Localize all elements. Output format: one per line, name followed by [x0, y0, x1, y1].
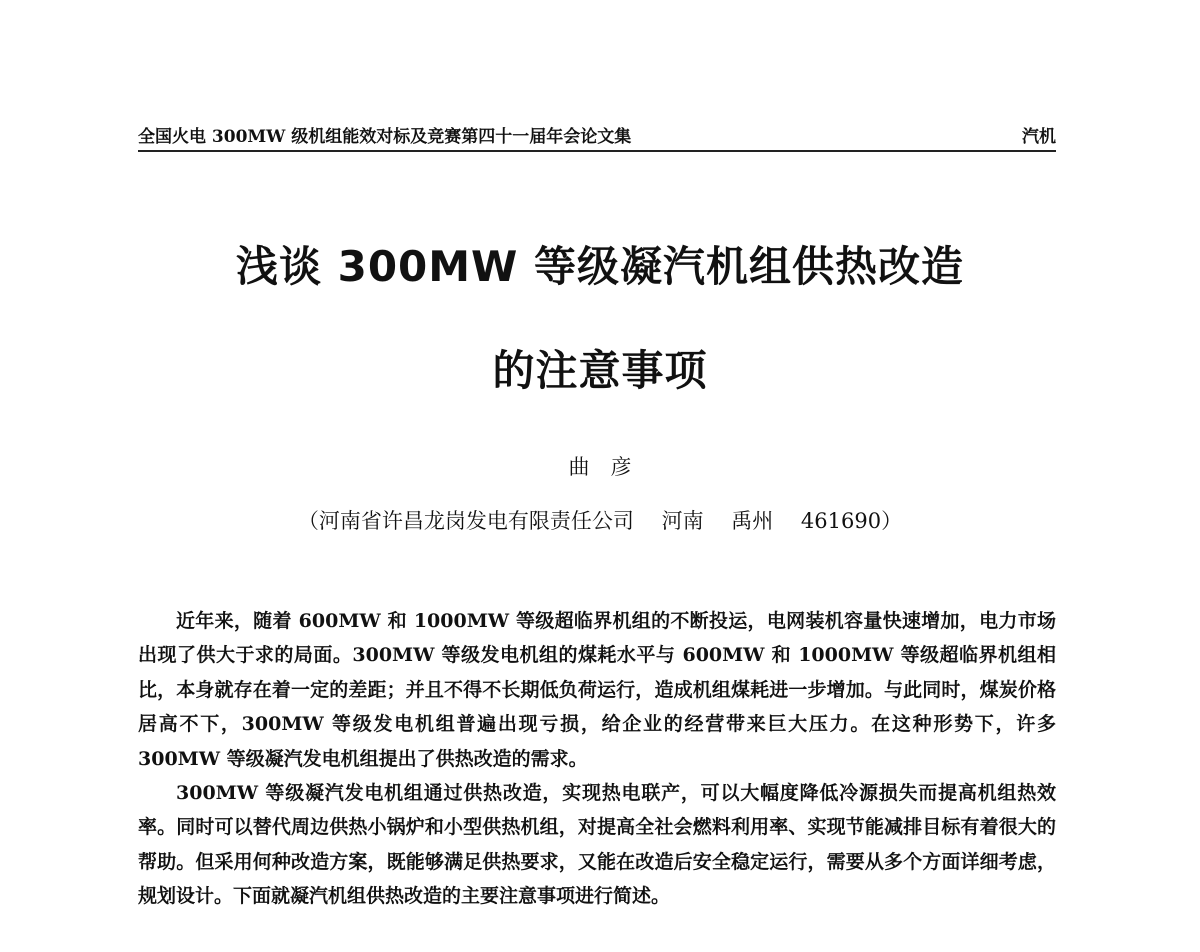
body-paragraph: 300MW 等级凝汽发电机组通过供热改造，实现热电联产，可以大幅度降低冷源损失而提高机组热效率。同时可以替代周边供热小锅炉和小型供热机组，对提高全社会燃料利用率、实现节能减排目标有着很大的帮助。但采用何种改造方案，既能够满足供热要求，又能在改造后安全稳定运行，需要从多个方面详细考虑，规划设计。下面就凝汽机组供热改造的主要注意事项进行简述。: [138, 782, 1056, 908]
running-header: [138, 124, 1056, 152]
section-name: 汽机: [1022, 127, 1056, 147]
body-paragraph: 近年来，随着 600MW 和 1000MW 等级超临界机组的不断投运，电网装机容量快速增加，电力市场出现了供大于求的局面。300MW 等级发电机组的煤耗水平与 600MW 和 1000MW 等级超临界机组相比，本身就存在着一定的差距；并且不得不长期低负荷运行，造成机组煤耗进一步增加。与此同时，煤炭价格居高不下，300MW 等级发电机组普遍出现亏损，给企业的经营带来巨大压力。在这种形势下，许多 300MW 等级凝汽发电机组提出了供热改造的需求。: [138, 610, 1056, 770]
paper-title-line-1: 浅谈 300MW 等级凝汽机组供热改造: [235, 242, 965, 291]
journal-name: 全国火电 300MW 级机组能效对标及竞赛第四十一届年会论文集: [138, 127, 632, 147]
author-name: 曲 彦: [568, 455, 632, 479]
body-text: [138, 604, 1056, 914]
paper-title-line-2: 的注意事项: [492, 346, 708, 395]
author-affiliation: （河南省许昌龙岗发电有限责任公司 河南 禹州 461690）: [297, 509, 903, 533]
